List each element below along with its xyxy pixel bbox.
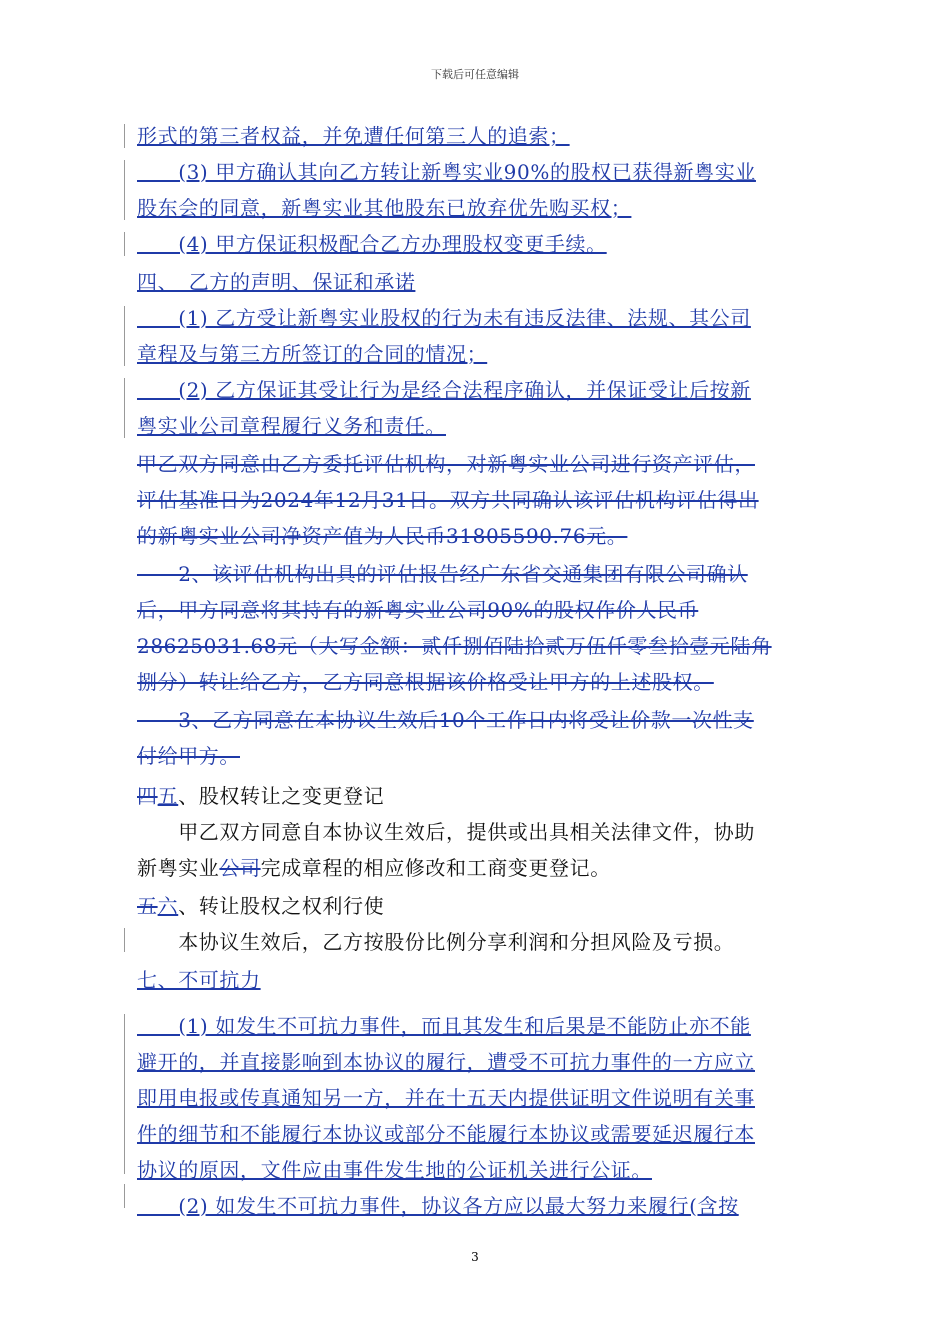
text-line bbox=[137, 968, 261, 992]
deleted-text: 的新粤实业公司净资产值为人民币31805590.76元。 bbox=[137, 524, 628, 548]
text-line bbox=[137, 856, 611, 880]
inserted-text: (2) 乙方保证其受让行为是经合法程序确认，并保证受让后按新 bbox=[137, 378, 751, 402]
inserted-text: 股东会的同意，新粤实业其他股东已放弃优先购买权； bbox=[137, 196, 632, 220]
deleted-text: 付给甲方。 bbox=[137, 744, 240, 768]
inserted-text: 形式的第三者权益，并免遭任何第三人的追索； bbox=[137, 124, 570, 148]
text-line bbox=[137, 1158, 652, 1182]
deleted-text: 3、乙方同意在本协议生效后10个工作日内将受让价款一次性支 bbox=[137, 708, 754, 732]
text-line bbox=[137, 232, 607, 256]
text-line bbox=[137, 1122, 755, 1146]
inserted-text: 章程及与第三方所签订的合同的情况； bbox=[137, 342, 488, 366]
deleted-text: 28625031.68元（大写金额：贰仟捌佰陆拾贰万伍仟零叁拾壹元陆角 bbox=[137, 634, 772, 658]
text-run: 、转让股权之权利行使 bbox=[178, 894, 385, 918]
text-line bbox=[137, 598, 698, 622]
text-line bbox=[137, 708, 754, 732]
inserted-text: 四、 乙方的声明、保证和承诺 bbox=[137, 270, 416, 294]
deleted-text: 捌分）转让给乙方，乙方同意根据该价格受让甲方的上述股权。 bbox=[137, 670, 714, 694]
text-line bbox=[137, 306, 751, 330]
text-run: 本协议生效后，乙方按股份比例分享利润和分担风险及亏损。 bbox=[137, 930, 735, 954]
deleted-text: 2、该评估机构出具的评估报告经广东省交通集团有限公司确认 bbox=[137, 562, 748, 586]
text-line bbox=[137, 562, 748, 586]
page-number: 3 bbox=[471, 1250, 479, 1264]
text-run: 甲乙双方同意自本协议生效后，提供或出具相关法律文件，协助 bbox=[137, 820, 755, 844]
text-line bbox=[137, 894, 384, 918]
text-line bbox=[137, 820, 755, 844]
deleted-text: 后，甲方同意将其持有的新粤实业公司90%的股权作价人民币 bbox=[137, 598, 699, 622]
text-line bbox=[137, 342, 487, 366]
text-line bbox=[137, 744, 240, 768]
inserted-text: (3) 甲方确认其向乙方转让新粤实业90%的股权已获得新粤实业 bbox=[137, 160, 756, 184]
inserted-text: 六 bbox=[157, 894, 179, 918]
text-line bbox=[137, 670, 714, 694]
inserted-text: 协议的原因，文件应由事件发生地的公证机关进行公证。 bbox=[137, 1158, 652, 1182]
text-line bbox=[137, 1086, 755, 1110]
inserted-text: 七、不可抗力 bbox=[137, 968, 261, 992]
text-line bbox=[137, 378, 751, 402]
text-line bbox=[137, 1194, 739, 1218]
text-line bbox=[137, 930, 734, 954]
change-bar bbox=[124, 378, 125, 438]
deleted-text: 四 bbox=[137, 784, 158, 808]
change-bar bbox=[124, 1014, 125, 1174]
text-run: 完成章程的相应修改和工商变更登记。 bbox=[260, 856, 611, 880]
change-bar bbox=[124, 160, 125, 220]
text-line bbox=[137, 634, 772, 658]
text-line bbox=[137, 196, 631, 220]
change-bar bbox=[124, 124, 125, 148]
page-header: 下载后可任意编辑 bbox=[431, 68, 519, 81]
text-line bbox=[137, 1050, 755, 1074]
text-run: 、股权转让之变更登记 bbox=[178, 784, 385, 808]
inserted-text: 即用电报或传真通知另一方，并在十五天内提供证明文件说明有关事 bbox=[137, 1086, 755, 1110]
change-bar bbox=[124, 306, 125, 366]
text-line bbox=[137, 124, 570, 148]
inserted-text: (1) 如发生不可抗力事件，而且其发生和后果是不能防止亦不能 bbox=[137, 1014, 751, 1038]
text-line bbox=[137, 160, 756, 184]
change-bar bbox=[124, 1184, 125, 1208]
text-line bbox=[137, 414, 446, 438]
inserted-text: 五 bbox=[157, 784, 179, 808]
inserted-text: 粤实业公司章程履行义务和责任。 bbox=[137, 414, 446, 438]
text-line bbox=[137, 452, 755, 476]
text-line bbox=[137, 488, 759, 512]
inserted-text: (2) 如发生不可抗力事件，协议各方应以最大努力来履行(含按 bbox=[137, 1194, 739, 1218]
inserted-text: 避开的，并直接影响到本协议的履行，遭受不可抗力事件的一方应立 bbox=[137, 1050, 755, 1074]
deleted-text: 甲乙双方同意由乙方委托评估机构，对新粤实业公司进行资产评估， bbox=[137, 452, 755, 476]
deleted-text: 五 bbox=[137, 894, 158, 918]
text-run: 新粤实业 bbox=[137, 856, 220, 880]
text-line bbox=[137, 524, 627, 548]
text-line bbox=[137, 1014, 751, 1038]
inserted-text: 件的细节和不能履行本协议或部分不能履行本协议或需要延迟履行本 bbox=[137, 1122, 755, 1146]
text-line bbox=[137, 270, 415, 294]
deleted-text: 公司 bbox=[219, 856, 261, 880]
inserted-text: (4) 甲方保证积极配合乙方办理股权变更手续。 bbox=[137, 232, 607, 256]
change-bar bbox=[124, 928, 125, 952]
deleted-text: 评估基准日为2024年12月31日。双方共同确认该评估机构评估得出 bbox=[137, 488, 759, 512]
inserted-text: (1) 乙方受让新粤实业股权的行为未有违反法律、法规、其公司 bbox=[137, 306, 751, 330]
change-bar bbox=[124, 232, 125, 256]
text-line bbox=[137, 784, 384, 808]
